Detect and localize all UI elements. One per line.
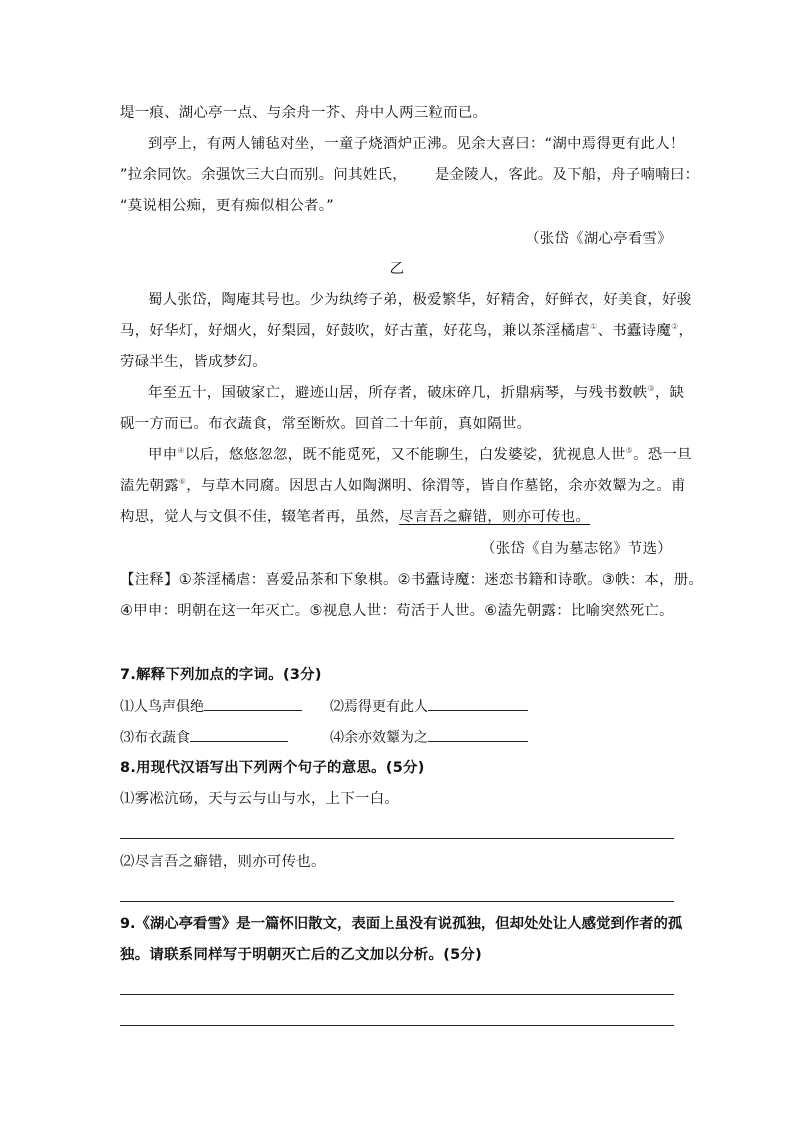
passage-b-p1-line-2 (120, 321, 694, 341)
question-8-sentence-2 (120, 852, 680, 872)
text: 9.《湖心亭看雪》是一篇怀旧散文，表面上虽没有说孤独，但却处处让人感觉到作者的孤 (120, 916, 683, 932)
footnote-mark-4: ④ (177, 446, 185, 456)
footnote-mark-3: ③ (647, 384, 655, 394)
footnote-mark-5: ⑤ (625, 446, 634, 456)
text: 到亭上，有两人铺毡对坐，一童子烧酒炉正沸。见余大喜曰：“湖中焉得更有此人！ (148, 136, 685, 152)
text: ”拉余同饮。余强饮三大白而别。问其姓氏， (120, 167, 407, 183)
passage-a-line-1 (120, 103, 680, 123)
question-8-sentence-1 (120, 789, 680, 809)
passage-a-line-4 (120, 196, 680, 216)
answer-line[interactable] (120, 1025, 674, 1026)
notes-line-2 (120, 601, 680, 621)
text: 以后，悠悠忽忽，既不能觅死，又不能聊生，白发婆娑，犹视息人世 (184, 447, 626, 463)
text: 。恐一旦 (633, 447, 692, 463)
text: 年至五十，国破家亡，避迹山居，所存者，破床碎几，折鼎病琴，与残书数帙 (148, 385, 648, 401)
text: 独。请联系同样写于明朝灭亡后的乙文加以分析。(5分) (120, 947, 482, 963)
passage-b-source (481, 539, 672, 559)
notes-line-1 (120, 570, 704, 590)
text: （张岱《自为墓志铭》节选） (481, 541, 672, 557)
text: ，与草木同腐。因思古人如陶渊明、徐渭等，皆自作墓铭，余亦效颦为之。甫 (186, 478, 686, 494)
text: ， (678, 323, 694, 339)
text: ，缺 (654, 385, 685, 401)
text: 是金陵人，客此。及下船，舟子喃喃曰： (434, 167, 700, 183)
text: “莫说相公痴，更有痴似相公者。” (120, 198, 334, 214)
text: 蜀人张岱，陶庵其号也。少为纨绔子弟，极爱繁华，好精舍，好鲜衣，好美食，好骏 (148, 292, 692, 308)
text: 劳碌半生，皆成梦幻。 (120, 354, 267, 370)
question-8-title (120, 758, 680, 778)
text: ⑵焉得更有此人 (330, 699, 428, 715)
question-9-line-1 (120, 914, 683, 934)
text: ⑴人鸟声俱绝 (120, 699, 204, 715)
text: ④甲申：明朝在这一年灭亡。⑤视息人世：苟活于人世。⑥溘先朝露：比喻突然死亡。 (120, 603, 674, 619)
answer-line[interactable] (120, 838, 674, 839)
answer-line[interactable] (120, 994, 674, 995)
passage-a-line-3 (120, 165, 700, 185)
passage-a-line-2 (148, 134, 708, 154)
passage-b-p2-line-1 (148, 383, 708, 403)
text: 乙 (389, 261, 405, 277)
text: 溘先朝露 (120, 478, 179, 494)
footnote-mark-6: ⑥ (178, 477, 187, 487)
answer-line[interactable] (120, 901, 674, 902)
text: 砚一方而已。布衣蔬食，常至断炊。回首二十年前，真如隔世。 (120, 416, 532, 432)
text: 马，好华灯，好烟火，好梨园，好鼓吹，好古董，好花鸟，兼以茶淫橘虐 (120, 323, 591, 339)
footnote-mark-2: ② (671, 322, 679, 332)
passage-b-title (0, 259, 794, 279)
passage-b-p1-line-1 (148, 290, 708, 310)
text: 【注释】①茶淫橘虐：喜爱品茶和下象棋。②书蠹诗魔：迷恋书籍和诗歌。③帙：本，册。 (120, 572, 704, 588)
text: （张岱《湖心亭看雪》 (525, 231, 672, 247)
footnote-mark-1: ① (590, 322, 598, 332)
question-7-item-4 (330, 727, 528, 748)
text: 8.用现代汉语写出下列两个句子的意思。(5分) (120, 760, 425, 776)
passage-b-p3-line-2 (120, 476, 686, 496)
passage-b-p3-line-1 (148, 445, 708, 465)
answer-blank[interactable] (428, 696, 528, 711)
text: 构思，觉人与文俱不佳，辍笔者再，虽然， (120, 509, 400, 525)
passage-b-p1-line-3 (120, 352, 680, 372)
text: ⑷余亦效颦为之 (330, 730, 428, 746)
passage-b-p3-line-3 (120, 507, 680, 527)
text: 7.解释下列加点的字词。(3分) (120, 667, 322, 683)
question-9-line-2 (120, 945, 680, 965)
answer-blank[interactable] (190, 727, 288, 742)
text: 甲申 (148, 447, 178, 463)
text: 、书蠹诗魔 (597, 323, 672, 339)
text: ⑴雾凇沆砀，天与云与山与水，上下一白。 (120, 791, 400, 807)
question-7-item-1 (120, 696, 302, 717)
text: ⑵尽言吾之癖错，则亦可传也。 (120, 854, 326, 870)
question-7-title (120, 665, 680, 685)
text: ⑶布衣蔬食 (120, 730, 190, 746)
question-7-item-2 (330, 696, 528, 717)
answer-blank[interactable] (428, 727, 528, 742)
passage-b-p2-line-2 (120, 414, 680, 434)
answer-blank[interactable] (204, 696, 302, 711)
underlined-sentence: 尽言吾之癖错，则亦可传也。 (399, 509, 591, 525)
text: 堤一痕、湖心亭一点、与余舟一芥、舟中人两三粒而已。 (120, 105, 488, 121)
passage-a-source (525, 229, 672, 249)
question-7-item-3 (120, 727, 288, 748)
